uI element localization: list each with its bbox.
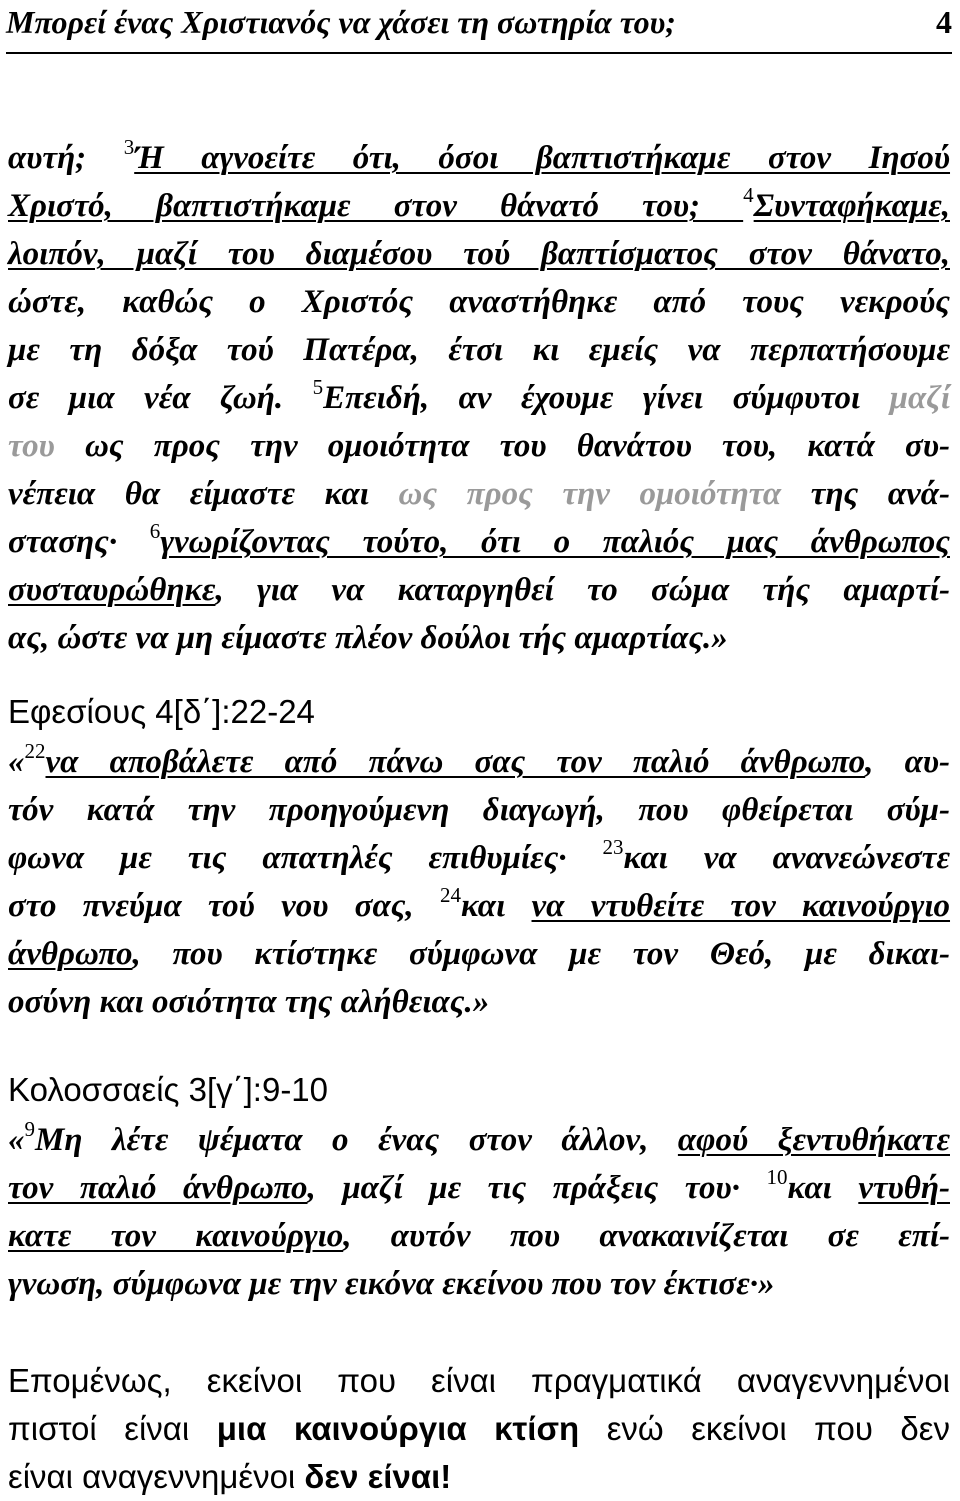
text-line: «$^9$Μη λέτε ψέματα ο ένας στον άλλον, αφού ξεντυθήκατε	[8, 1117, 950, 1158]
text-line: ώστε, καθώς ο Χριστός αναστήθηκε από τους νεκρούς	[8, 284, 950, 320]
text-line: γνωση, σύμφωνα με την εικόνα εκείνου που τον έκτισε·»	[8, 1266, 775, 1302]
text-line: κατε τον καινούργιο, αυτόν που ανακαινίζεται σε επί-	[8, 1218, 950, 1254]
conclusion-paragraph	[8, 1357, 950, 1501]
colossians-passage	[8, 1116, 950, 1308]
scripture-reference: Εφεσίους 4[δ΄]:22-24	[8, 693, 315, 730]
verse-number: 5	[312, 375, 324, 399]
page-number: 4	[936, 4, 952, 40]
text-line: Χριστό, βαπτιστήκαμε στον θάνατό του; $^4$Συνταφήκαμε,	[8, 183, 950, 224]
text-line: οσύνη και οσιότητα της αλήθειας.»	[8, 984, 490, 1020]
text-line: φωνα με τις απατηλές επιθυμίες· $^{23}$και να ανανεώνεστε	[8, 835, 950, 876]
ephesians-passage	[8, 738, 950, 1026]
text-line: ας, ώστε να μη είμαστε πλέον δούλοι τής αμαρτίας.»	[8, 620, 728, 656]
text-line: τον παλιό άνθρωπο, μαζί με τις πράξεις του· $^{10}$και ντυθή-	[8, 1165, 950, 1206]
text-line: άνθρωπο, που κτίστηκε σύμφωνα με τον Θεό, με δικαι-	[8, 936, 950, 972]
text-line: αυτή; $^3$Ή αγνοείτε ότι, όσοι βαπτιστήκαμε στον Ιησού	[8, 135, 951, 176]
text-line: τόν κατά την προηγούμενη διαγωγή, που φθείρεται σύμ-	[8, 792, 950, 828]
text-line: «$^{22}$να αποβάλετε από πάνω σας τον παλιό άνθρωπο, αυ-	[8, 739, 950, 780]
verse-number: 10	[766, 1165, 788, 1189]
verse-number: 6	[149, 519, 161, 543]
colossians-reference-block	[8, 1066, 950, 1114]
header-rule	[6, 52, 952, 54]
verse-number: 3	[123, 135, 135, 159]
ephesians-reference-block	[8, 688, 950, 736]
romans-passage	[8, 134, 950, 662]
text-line: Επομένως, εκείνοι που είναι πραγματικά αναγεννημένοι	[8, 1362, 950, 1399]
text-line: στασης· $^6$γνωρίζοντας τούτο, ότι ο παλιός μας άνθρωπος	[8, 519, 950, 560]
verse-number: 22	[24, 739, 46, 763]
text-line: σε μια νέα ζωή. $^5$Επειδή, αν έχουμε γίνει σύμφυτοι μαζί	[8, 375, 950, 416]
scripture-reference: Κολοσσαείς 3[γ΄]:9-10	[8, 1071, 329, 1108]
text-line: του ως προς την ομοιότητα του θανάτου του, κατά συ-	[8, 428, 950, 464]
text-line: στο πνεύμα τού νου σας, $^{24}$και να ντυθείτε τον καινούργιο	[8, 883, 951, 924]
text-line: νέπεια θα είμαστε και ως προς την ομοιότητα της ανά-	[8, 476, 950, 512]
page-title: Μπορεί ένας Χριστιανός να χάσει τη σωτηρία του;	[6, 4, 676, 40]
verse-number: 9	[24, 1117, 35, 1141]
text-line: συσταυρώθηκε, για να καταργηθεί το σώμα τής αμαρτί-	[8, 572, 950, 608]
text-line: είναι αναγεννημένοι δεν είναι!	[8, 1458, 452, 1495]
text-line: λοιπόν, μαζί του διαμέσου τού βαπτίσματος στον θάνατο,	[8, 236, 950, 272]
verse-number: 24	[439, 883, 461, 907]
verse-number: 4	[743, 183, 754, 207]
text-line: με τη δόξα τού Πατέρα, έτσι κι εμείς να περπατήσουμε	[8, 332, 950, 368]
text-line: πιστοί είναι μια καινούργια κτίση ενώ εκείνοι που δεν	[8, 1410, 950, 1447]
verse-number: 23	[602, 835, 624, 859]
page-header	[6, 2, 952, 42]
